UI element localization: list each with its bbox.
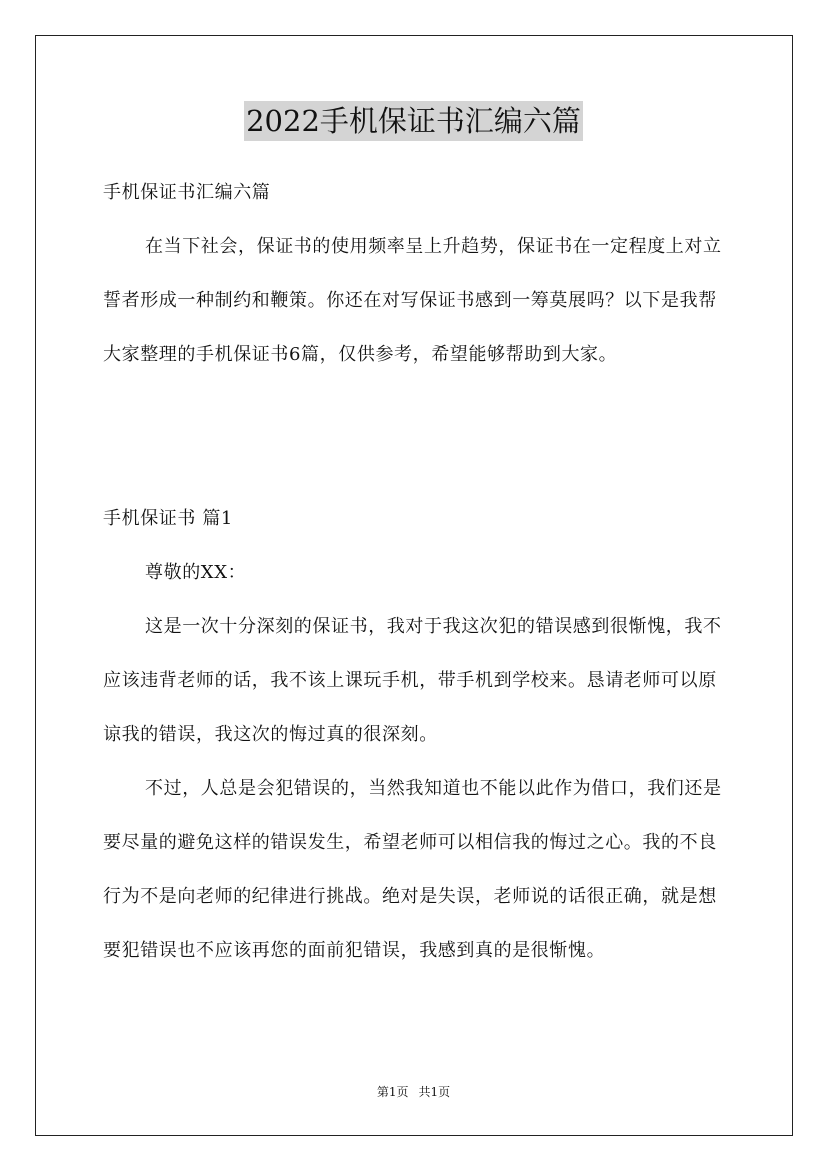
page-footer <box>0 1083 827 1101</box>
document-title: 2022手机保证书汇编六篇 <box>244 101 583 141</box>
page-number: 第1页 <box>376 1085 409 1099</box>
page-total: 共1页 <box>418 1085 451 1099</box>
salutation: 尊敬的XX： <box>145 562 247 583</box>
intro-paragraph: 在当下社会，保证书的使用频率呈上升趋势，保证书在一定程度上对立誓者形成一种制约和鞭策。你还在对写保证书感到一筹莫展吗？以下是我帮大家整理的手机保证书6篇，仅供参考，希望能够帮助到大家。 <box>103 236 722 365</box>
title-container <box>0 101 827 141</box>
body-paragraph: 不过，人总是会犯错误的，当然我知道也不能以此作为借口，我们还是要尽量的避免这样的错误发生，希望老师可以相信我的悔过之心。我的不良行为不是向老师的纪律进行挑战。绝对是失误，老师说的话很正确，就是想要犯错误也不应该再您的面前犯错误，我感到真的是很惭愧。 <box>103 778 722 961</box>
section-heading: 手机保证书 篇1 <box>103 508 233 529</box>
body-paragraph: 这是一次十分深刻的保证书，我对于我这次犯的错误感到很惭愧，我不应该违背老师的话，我不该上课玩手机，带手机到学校来。恳请老师可以原谅我的错误，我这次的悔过真的很深刻。 <box>103 616 722 745</box>
document-subtitle: 手机保证书汇编六篇 <box>103 182 271 203</box>
